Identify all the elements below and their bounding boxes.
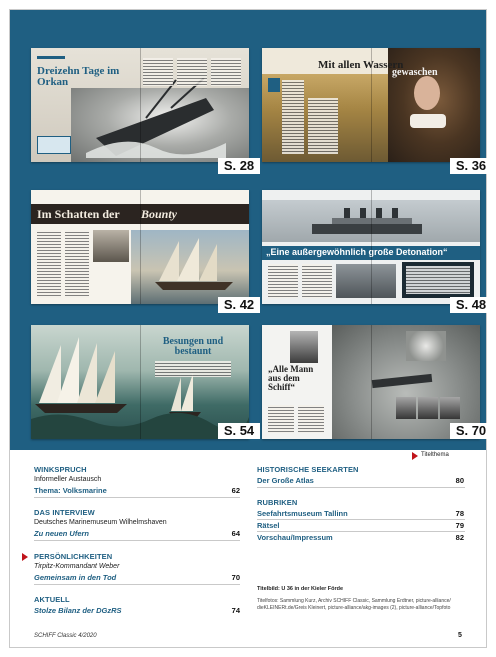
spread-bounty[interactable]: [31, 190, 249, 304]
cover-note: Titelbild: U 36 in der Kieler Förde: [257, 586, 344, 592]
entry-page[interactable]: 78: [455, 509, 464, 518]
commander-portrait: [290, 331, 318, 363]
spread-headline-right: gewaschen: [392, 67, 438, 78]
text-column: [298, 405, 324, 433]
drop-initial: [268, 78, 280, 92]
entry-title[interactable]: Der Große Atlas: [257, 476, 314, 485]
entry-title[interactable]: Thema: Volksmarine: [34, 486, 107, 495]
divider: [257, 519, 465, 520]
divider: [34, 540, 240, 541]
text-column: [308, 98, 338, 154]
divider: [257, 487, 465, 488]
entry-title[interactable]: Rätsel: [257, 521, 280, 530]
spread-storm[interactable]: [31, 48, 249, 162]
entry-page[interactable]: 79: [455, 521, 464, 530]
crew-photo-3: [440, 397, 460, 419]
title-topic-marker-icon: [22, 553, 28, 561]
section-rubriken: RUBRIKEN: [257, 498, 298, 507]
entry-page[interactable]: 70: [231, 573, 240, 582]
crew-photo-1: [396, 397, 416, 419]
spread-detonation[interactable]: [262, 190, 480, 304]
spread-headline-left: Mit allen Wassern: [318, 59, 404, 71]
contents-preview-band: [10, 10, 486, 450]
sinking-ship-illustration: [86, 78, 226, 158]
page-ref-70[interactable]: S. 70: [450, 423, 492, 439]
spread-headline: „Alle Mann aus dem Schiff“: [268, 364, 314, 392]
spread-sailor-portrait[interactable]: [262, 48, 480, 162]
text-column: [211, 58, 241, 86]
entry-subtitle: Informeller Austausch: [34, 476, 102, 483]
spread-headline-right: Bounty: [141, 207, 178, 221]
text-column: [302, 264, 332, 298]
entry-title[interactable]: Vorschau/Impressum: [257, 533, 333, 542]
text-column: [65, 230, 89, 298]
entry-title[interactable]: Zu neuen Ufern: [34, 529, 90, 538]
text-column: [37, 230, 61, 298]
section-interview: DAS INTERVIEW: [34, 508, 95, 517]
section-winkspruch: WINKSPRUCH: [34, 465, 87, 474]
wreck-photo: [336, 264, 396, 298]
spread-headline: „Eine außergewöhnlich große Detonation“: [266, 247, 448, 257]
legend-label: Titelthema: [421, 452, 449, 458]
entry-page[interactable]: 82: [455, 533, 464, 542]
section-kicker: [37, 56, 65, 59]
page-ref-48[interactable]: S. 48: [450, 297, 492, 313]
tall-ship-illustration: [149, 236, 239, 296]
photo-credits: Titelfotos: Sammlung Kurz, Archiv SCHIFF Classic, Sammlung Erdtner, picture-alliance/ dieKLEINERt.de/Greis Kleinert, picture-alliance/akg-images (2), picture-alliance/Topfoto: [257, 598, 451, 611]
spread-tirpitz[interactable]: [262, 325, 480, 439]
portrait-photo: [93, 230, 129, 262]
text-column: [268, 264, 298, 298]
entry-page[interactable]: 80: [455, 476, 464, 485]
section-aktuell: AKTUELL: [34, 595, 70, 604]
entry-page[interactable]: 64: [231, 529, 240, 538]
portrait-face: [414, 76, 440, 110]
spread-headline: Dreizehn Tage im Orkan: [37, 65, 120, 88]
page-ref-42[interactable]: S. 42: [218, 297, 260, 313]
entry-title[interactable]: Stolze Bilanz der DGzRS: [34, 606, 122, 615]
explosion-photo: [406, 331, 446, 361]
entry-title[interactable]: Gemeinsam in den Tod: [34, 573, 117, 582]
text-column: [155, 361, 231, 377]
text-column: [406, 266, 470, 294]
entry-page[interactable]: 62: [231, 486, 240, 495]
portrait-collar: [410, 114, 446, 128]
text-column: [282, 80, 304, 154]
divider: [257, 531, 465, 532]
entry-subtitle: Tirpitz-Kommandant Weber: [34, 563, 120, 570]
section-persoenlichkeiten: PERSÖNLICHKEITEN: [34, 552, 113, 561]
crew-photo-2: [418, 397, 438, 419]
ocean-liner-illustration: [302, 204, 432, 240]
entry-subtitle: Deutsches Marinemuseum Wilhelmshaven: [34, 519, 167, 526]
spread-sailing-ships[interactable]: [31, 325, 249, 439]
footer-page-number: 5: [458, 632, 462, 639]
text-column: [268, 405, 294, 433]
section-seekarten: HISTORISCHE SEEKARTEN: [257, 465, 359, 474]
spread-headline: Besungen und bestaunt: [162, 336, 224, 357]
info-box: [37, 136, 71, 154]
legend-marker-icon: [412, 452, 418, 460]
entry-title[interactable]: Seefahrtsmuseum Tallinn: [257, 509, 348, 518]
entry-page[interactable]: 74: [231, 606, 240, 615]
page-ref-36[interactable]: S. 36: [450, 158, 492, 174]
spread-headline-left: Im Schatten der: [37, 207, 120, 221]
magazine-page: [9, 9, 487, 648]
page-ref-54[interactable]: S. 54: [218, 423, 260, 439]
text-column: [177, 58, 207, 86]
text-column: [143, 58, 173, 86]
footer-magazine: SCHIFF Classic 4/2020: [34, 633, 97, 639]
divider: [34, 584, 240, 585]
divider: [34, 497, 240, 498]
page-ref-28[interactable]: S. 28: [218, 158, 260, 174]
